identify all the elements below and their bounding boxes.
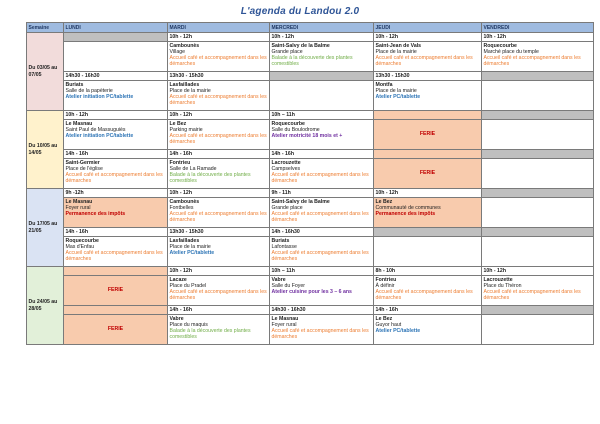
time-slot: 10h – 11h bbox=[270, 111, 374, 120]
time-slot: 10h - 12h bbox=[168, 33, 270, 42]
time-slot: 10h - 12h bbox=[482, 267, 594, 276]
time-slot: 13h30 - 15h30 bbox=[374, 72, 482, 81]
time-row bbox=[27, 306, 594, 315]
time-row bbox=[27, 111, 594, 120]
activity-label: Accueil café et accompagnement dans les démarches bbox=[375, 54, 473, 68]
place-name: Saint-Salvy de la Balme bbox=[271, 198, 330, 205]
time-slot: 10h - 12h bbox=[168, 267, 270, 276]
place-name: Cambounès bbox=[169, 42, 200, 49]
time-slot: 14h - 16h bbox=[270, 150, 374, 159]
place-name: Le Masnau bbox=[65, 120, 93, 127]
activity-label: Accueil café et accompagnement dans les démarches bbox=[169, 210, 267, 224]
place-name: Lasfaillades bbox=[169, 237, 200, 244]
empty-slot bbox=[482, 315, 594, 345]
place-address: Marché place du temple bbox=[483, 48, 539, 55]
place-name: Lacrouzette bbox=[271, 159, 301, 166]
activity-cell bbox=[270, 237, 374, 267]
activity-row bbox=[27, 237, 594, 267]
activity-cell bbox=[270, 159, 374, 189]
place-address: Place de l'église bbox=[65, 165, 103, 172]
holiday-cell bbox=[64, 315, 168, 345]
week-label: Du 03/05 au 07/05 bbox=[27, 33, 64, 111]
activity-label: Balade à la découverte des plantes comestibles bbox=[271, 54, 353, 68]
activity-label: Atelier PC/tablette bbox=[375, 93, 421, 100]
activity-cell bbox=[64, 237, 168, 267]
time-row bbox=[27, 33, 594, 42]
place-name: Vabre bbox=[271, 276, 286, 283]
place-address: Place du Pradel bbox=[169, 282, 207, 289]
activity-cell bbox=[168, 237, 270, 267]
activity-row bbox=[27, 42, 594, 72]
activity-cell bbox=[64, 198, 168, 228]
activity-cell bbox=[168, 42, 270, 72]
activity-cell bbox=[168, 120, 270, 150]
header-row bbox=[27, 23, 594, 33]
week-label: Du 17/05 au 21/05 bbox=[27, 189, 64, 267]
place-name: Le Bez bbox=[375, 315, 393, 322]
time-slot bbox=[482, 72, 594, 81]
activity-row bbox=[27, 81, 594, 111]
activity-label: Accueil café et accompagnement dans les démarches bbox=[169, 132, 267, 146]
place-address: Campselves bbox=[271, 165, 301, 172]
activity-cell bbox=[168, 159, 270, 189]
activity-label: Accueil café et accompagnement dans les démarches bbox=[169, 93, 267, 107]
page-title: L'agenda du Landou 2.0 bbox=[240, 6, 360, 17]
place-name: Vabre bbox=[169, 315, 184, 322]
header-cell: JEUDI bbox=[374, 23, 482, 33]
activity-label: Atelier cuisine pour les 3 – 6 ans bbox=[271, 288, 352, 295]
header-cell: VENDREDI bbox=[482, 23, 594, 33]
activity-cell bbox=[374, 315, 482, 345]
activity-cell bbox=[374, 276, 482, 306]
time-slot: 10h - 12h bbox=[270, 33, 374, 42]
time-slot: 14h - 16h bbox=[374, 306, 482, 315]
empty-slot bbox=[270, 81, 374, 111]
activity-label: Atelier initiation PC/tablette bbox=[65, 93, 134, 100]
time-row bbox=[27, 189, 594, 198]
time-slot: 14h30 - 16h30 bbox=[64, 72, 168, 81]
activity-cell bbox=[64, 120, 168, 150]
activity-row bbox=[27, 159, 594, 189]
place-name: Lasfaillades bbox=[169, 81, 200, 88]
place-name: Saint-Salvy de la Balme bbox=[271, 42, 330, 49]
empty-slot bbox=[64, 42, 168, 72]
activity-cell bbox=[270, 276, 374, 306]
time-slot: 14h - 16h30 bbox=[270, 228, 374, 237]
time-slot bbox=[64, 306, 168, 315]
place-address: Fontbelles bbox=[169, 204, 194, 211]
empty-slot bbox=[482, 198, 594, 228]
empty-slot bbox=[482, 159, 594, 189]
place-name: Le Bez bbox=[375, 198, 393, 205]
activity-cell bbox=[482, 276, 594, 306]
place-name: Cambounès bbox=[169, 198, 200, 205]
activity-row bbox=[27, 315, 594, 345]
empty-slot bbox=[482, 237, 594, 267]
place-name: Saint-Jean de Vals bbox=[375, 42, 422, 49]
place-address: Place du maquis bbox=[169, 321, 208, 328]
time-slot bbox=[482, 228, 594, 237]
header-cell: MARDI bbox=[168, 23, 270, 33]
place-address: Lafontasse bbox=[271, 243, 297, 250]
holiday-cell bbox=[64, 276, 168, 306]
place-address: Foyer rural bbox=[271, 321, 297, 328]
place-name: Buriats bbox=[65, 81, 84, 88]
place-name: Fontrieu bbox=[375, 276, 397, 283]
activity-label: Balade à la découverte des plantes comestibles bbox=[169, 171, 251, 185]
time-slot: 14h - 16h bbox=[64, 228, 168, 237]
place-address: Salle de La Ramade bbox=[169, 165, 217, 172]
activity-row bbox=[27, 276, 594, 306]
holiday-cell bbox=[374, 120, 482, 150]
header-cell: Semaine bbox=[27, 23, 64, 33]
time-slot bbox=[270, 72, 374, 81]
time-slot: 9h -12h bbox=[64, 189, 168, 198]
activity-cell bbox=[374, 42, 482, 72]
activity-cell bbox=[168, 276, 270, 306]
agenda-table bbox=[26, 22, 594, 345]
time-row bbox=[27, 72, 594, 81]
activity-row bbox=[27, 198, 594, 228]
activity-label: Accueil café et accompagnement dans les démarches bbox=[271, 171, 369, 185]
activity-cell bbox=[64, 159, 168, 189]
place-address: Communauté de communes bbox=[375, 204, 441, 211]
time-row bbox=[27, 267, 594, 276]
time-slot: 10h - 12h bbox=[64, 111, 168, 120]
activity-cell bbox=[374, 198, 482, 228]
holiday-label: FERIE bbox=[107, 286, 124, 293]
time-slot: 10h – 11h bbox=[270, 267, 374, 276]
activity-label: Accueil café et accompagnement dans les démarches bbox=[271, 249, 369, 263]
place-address: Foyer rural bbox=[65, 204, 91, 211]
activity-label: Permanence des impôts bbox=[65, 210, 126, 217]
activity-cell bbox=[270, 198, 374, 228]
activity-cell bbox=[168, 81, 270, 111]
activity-label: Balade à la découverte des plantes comestibles bbox=[169, 327, 251, 341]
place-address: Grande place bbox=[271, 48, 303, 55]
place-name: Fontrieu bbox=[169, 159, 191, 166]
place-address: Parking mairie bbox=[169, 126, 203, 133]
time-slot: 14h - 16h bbox=[168, 306, 270, 315]
activity-label: Atelier PC/tablette bbox=[169, 249, 215, 256]
activity-label: Accueil café et accompagnement dans les démarches bbox=[169, 288, 267, 302]
activity-label: Atelier motricité 18 mois et + bbox=[271, 132, 343, 139]
place-address: Guyor haut bbox=[375, 321, 402, 328]
time-slot bbox=[374, 150, 482, 159]
place-name: Roquecourbe bbox=[483, 42, 517, 49]
place-address: Place du Théron bbox=[483, 282, 522, 289]
activity-label: Atelier initiation PC/tablette bbox=[65, 132, 134, 139]
time-slot: 10h - 12h bbox=[168, 111, 270, 120]
time-slot bbox=[482, 150, 594, 159]
place-name: Le Masnau bbox=[271, 315, 299, 322]
place-name: Le Masnau bbox=[65, 198, 93, 205]
holiday-label: FERIE bbox=[419, 130, 436, 137]
holiday-label: FERIE bbox=[419, 169, 436, 176]
empty-slot bbox=[482, 81, 594, 111]
place-address: Mas d'Enfau bbox=[65, 243, 95, 250]
activity-label: Accueil café et accompagnement dans les démarches bbox=[271, 327, 369, 341]
activity-cell bbox=[168, 315, 270, 345]
activity-label: Accueil café et accompagnement dans les démarches bbox=[65, 249, 163, 263]
activity-label: Permanence des impôts bbox=[375, 210, 436, 217]
activity-cell bbox=[64, 81, 168, 111]
place-name: Roquecourbe bbox=[271, 120, 305, 127]
activity-cell bbox=[270, 120, 374, 150]
place-address: À définir bbox=[375, 282, 395, 289]
holiday-label: FERIE bbox=[107, 325, 124, 332]
time-slot: 9h - 11h bbox=[270, 189, 374, 198]
time-row bbox=[27, 228, 594, 237]
place-address: Salle du Boulodrome bbox=[271, 126, 320, 133]
time-slot: 14h - 16h bbox=[168, 150, 270, 159]
place-name: Saint-Germier bbox=[65, 159, 100, 166]
time-slot bbox=[482, 111, 594, 120]
activity-cell bbox=[270, 42, 374, 72]
place-address: Place de la mairie bbox=[169, 243, 211, 250]
place-address: Salle du Foyer bbox=[271, 282, 305, 289]
activity-cell bbox=[374, 81, 482, 111]
header-cell: LUNDI bbox=[64, 23, 168, 33]
week-label: Du 24/05 au 28/05 bbox=[27, 267, 64, 345]
empty-slot bbox=[482, 120, 594, 150]
activity-label: Accueil café et accompagnement dans les démarches bbox=[65, 171, 163, 185]
time-slot: 10h - 12h bbox=[374, 189, 482, 198]
place-name: Buriats bbox=[271, 237, 290, 244]
place-address: Village bbox=[169, 48, 185, 55]
time-slot: 10h - 12h bbox=[374, 33, 482, 42]
time-slot bbox=[374, 228, 482, 237]
time-slot bbox=[482, 306, 594, 315]
header-cell: MERCREDI bbox=[270, 23, 374, 33]
place-address: Place de la mairie bbox=[375, 48, 417, 55]
place-name: Le Bez bbox=[169, 120, 187, 127]
place-name: Lacrouzette bbox=[483, 276, 513, 283]
week-label: Du 10/05 au 14/05 bbox=[27, 111, 64, 189]
place-address: Place de la mairie bbox=[169, 87, 211, 94]
time-slot bbox=[64, 33, 168, 42]
time-slot: 14h30 - 16h30 bbox=[270, 306, 374, 315]
activity-label: Accueil café et accompagnement dans les démarches bbox=[483, 54, 581, 68]
place-address: Place de la mairie bbox=[375, 87, 417, 94]
time-slot bbox=[374, 111, 482, 120]
activity-cell bbox=[168, 198, 270, 228]
place-name: Lacaze bbox=[169, 276, 187, 283]
holiday-cell bbox=[374, 159, 482, 189]
place-address: Saint Paul de Massuguiès bbox=[65, 126, 126, 133]
time-slot bbox=[482, 189, 594, 198]
place-address: Salle de la papèterie bbox=[65, 87, 113, 94]
time-slot: 8h - 10h bbox=[374, 267, 482, 276]
time-slot: 13h30 - 15h30 bbox=[168, 228, 270, 237]
activity-label: Atelier PC/tablette bbox=[375, 327, 421, 334]
place-address: Grande place bbox=[271, 204, 303, 211]
place-name: Roquecourbe bbox=[65, 237, 99, 244]
time-slot: 13h30 - 15h30 bbox=[168, 72, 270, 81]
time-slot: 10h - 12h bbox=[168, 189, 270, 198]
place-name: Montfa bbox=[375, 81, 393, 88]
activity-label: Accueil café et accompagnement dans les démarches bbox=[375, 288, 473, 302]
time-slot: 10h - 12h bbox=[482, 33, 594, 42]
time-slot bbox=[64, 267, 168, 276]
activity-row bbox=[27, 120, 594, 150]
activity-label: Accueil café et accompagnement dans les démarches bbox=[271, 210, 369, 224]
activity-label: Accueil café et accompagnement dans les démarches bbox=[483, 288, 581, 302]
activity-label: Accueil café et accompagnement dans les démarches bbox=[169, 54, 267, 68]
activity-cell bbox=[482, 42, 594, 72]
time-slot: 14h - 16h bbox=[64, 150, 168, 159]
empty-slot bbox=[374, 237, 482, 267]
time-row bbox=[27, 150, 594, 159]
activity-cell bbox=[270, 315, 374, 345]
